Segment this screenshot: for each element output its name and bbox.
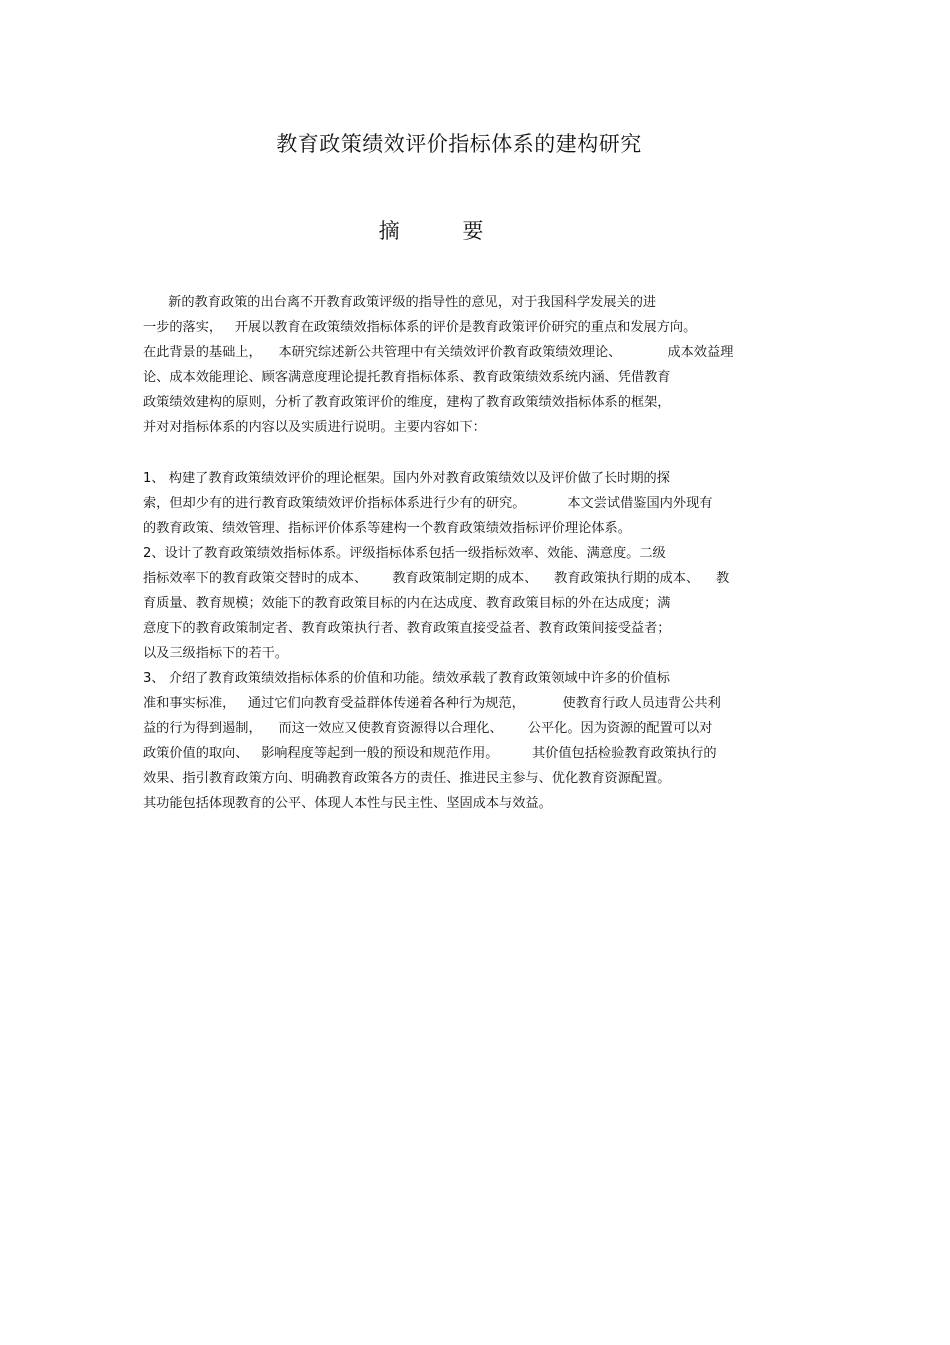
intro-line: 一步的落实， 开展以教育在政策绩效指标体系的评价是教育政策评价研究的重点和发展方向。 [143, 320, 697, 335]
point-3-line: 益的行为得到遏制， 而这一效应又使教育资源得以合理化、 公平化。因为资源的配置可以对 [143, 721, 713, 736]
point-3-line: 其功能包括体现教育的公平、体现人本性与民主性、坚固成本与效益。 [143, 796, 552, 811]
intro-line: 并对对指标体系的内容以及实质进行说明。主要内容如下： [143, 420, 486, 435]
intro-line: 在此背景的基础上， 本研究综述新公共管理中有关绩效评价教育政策绩效理论、 成本效益理 [143, 345, 734, 360]
point-2-line: 2、设计了教育政策绩效指标体系。评级指标体系包括一级指标效率、效能、满意度。二级 [143, 546, 666, 561]
intro-line: 政策绩效建构的原则，分析了教育政策评价的维度，建构了教育政策绩效指标体系的框架， [143, 395, 671, 410]
intro-line: 新的教育政策的出台离不开教育政策评级的指导性的意见，对于我国科学发展关的进 [143, 295, 657, 310]
point-1-line: 1、 构建了教育政策绩效评价的理论框架。国内外对教育政策绩效以及评价做了长时期的探 [143, 471, 670, 486]
point-2-line: 指标效率下的教育政策交替时的成本、 教育政策制定期的成本、 教育政策执行期的成本、 教 [143, 571, 730, 586]
document-title: 教育政策绩效评价指标体系的建构研究 [276, 132, 642, 156]
abstract-heading: 摘 要 [378, 219, 512, 243]
point-3-line: 效果、指引教育政策方向、明确教育政策各方的责任、推进民主参与、优化教育资源配置。 [143, 771, 671, 786]
point-2-line: 以及三级指标下的若干。 [143, 646, 289, 661]
point-3-line: 3、 介绍了教育政策绩效指标体系的价值和功能。绩效承载了教育政策领域中许多的价值标 [143, 671, 670, 686]
intro-line: 论、成本效能理论、顾客满意度理论提托教育指标体系、教育政策绩效系统内涵、凭借教育 [143, 370, 671, 385]
point-1-line: 索，但却少有的进行教育政策绩效评价指标体系进行少有的研究。 本文尝试借鉴国内外现有 [143, 496, 713, 511]
point-2-line: 育质量、教育规模；效能下的教育政策目标的内在达成度、教育政策目标的外在达成度；满 [143, 596, 671, 611]
point-3-line: 政策价值的取向、 影响程度等起到一般的预设和规范作用。 其价值包括检验教育政策执行的 [143, 746, 717, 761]
point-2-line: 意度下的教育政策制定者、教育政策执行者、教育政策直接受益者、教育政策间接受益者； [143, 621, 671, 636]
point-3-line: 准和事实标准， 通过它们向教育受益群体传递着各种行为规范， 使教育行政人员违背公共利 [143, 696, 721, 711]
point-1-line: 的教育政策、绩效管理、指标评价体系等建构一个教育政策绩效指标评价理论体系。 [143, 521, 631, 536]
